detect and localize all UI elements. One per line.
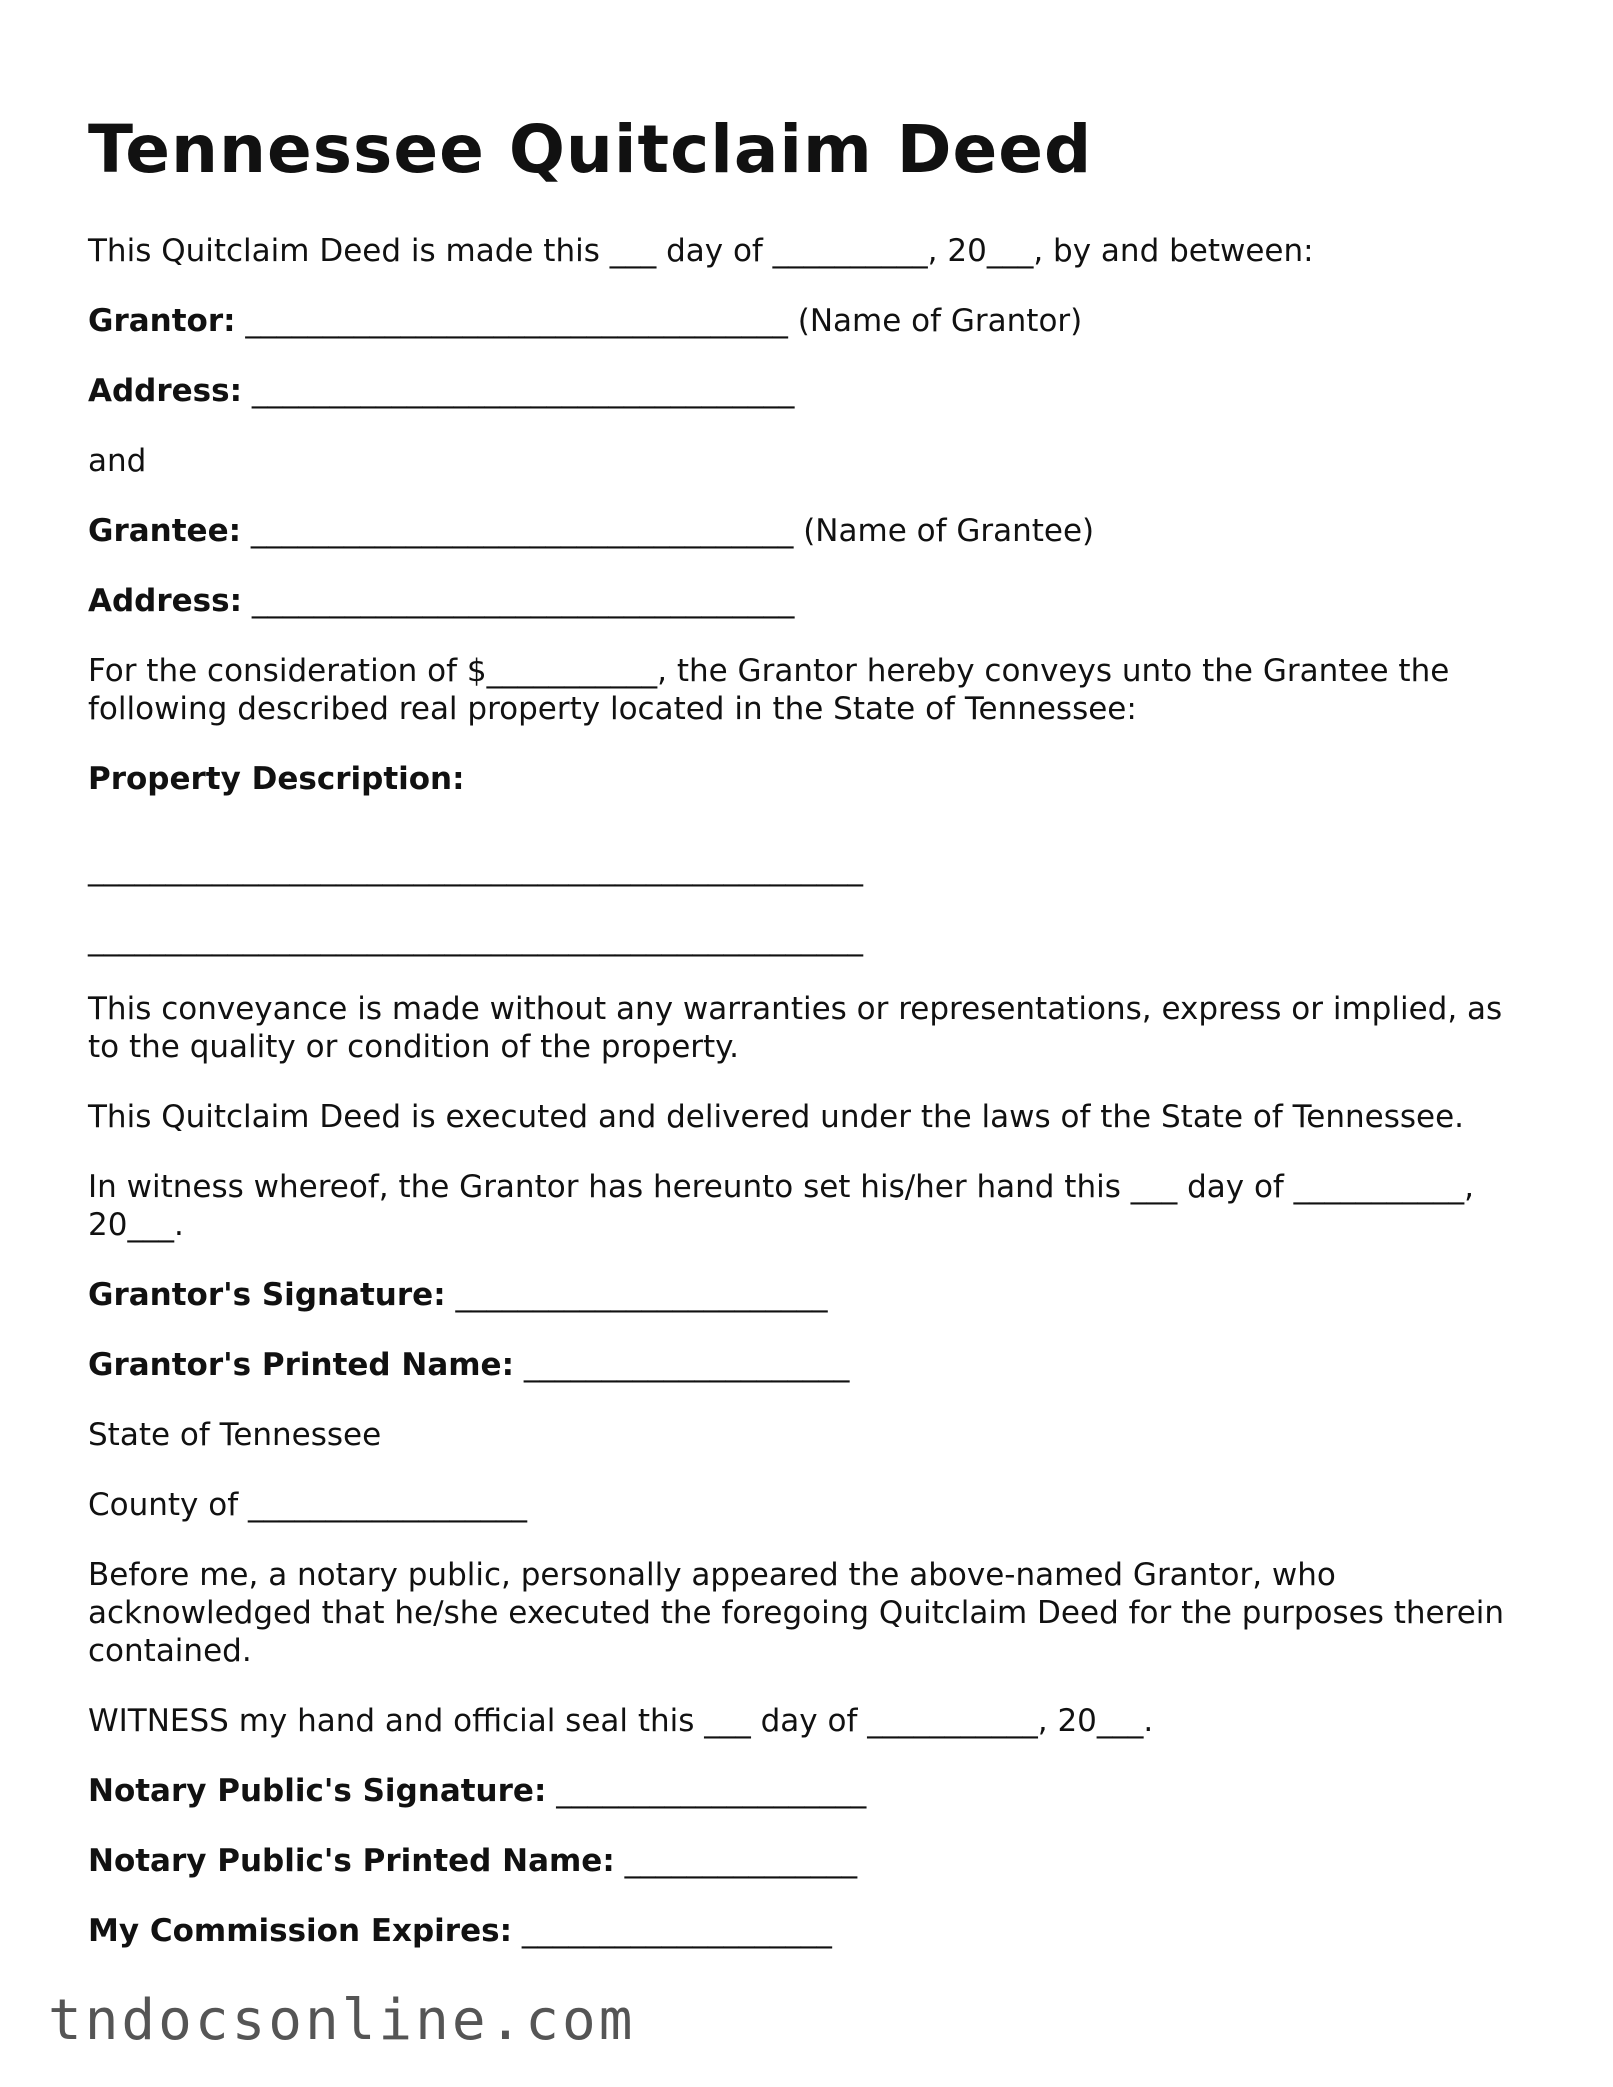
grantor-printed-name-field: _____________________	[523, 1347, 850, 1383]
grantee-address-field: ___________________________________	[251, 583, 795, 619]
notary-signature-label: Notary Public's Signature:	[88, 1773, 547, 1809]
notary-printed-name-label: Notary Public's Printed Name:	[88, 1843, 615, 1879]
commission-expires-field: ____________________	[521, 1913, 832, 1949]
property-description-line-2: __________________________________________________	[88, 921, 863, 957]
consideration-paragraph: For the consideration of $___________, the Grantor hereby conveys unto the Grantee the following described real property located in the State of Tennessee:	[88, 653, 1450, 727]
grantee-row	[88, 512, 1528, 550]
property-description-line-1: __________________________________________________	[88, 851, 863, 887]
grantor-row	[88, 302, 1528, 340]
grantor-printed-name-row	[88, 1346, 1528, 1384]
grantor-address-field: ___________________________________	[251, 373, 795, 409]
and-text: and	[88, 443, 147, 479]
grantor-signature-row	[88, 1276, 1528, 1314]
intro-paragraph: This Quitclaim Deed is made this ___ day of __________, 20___, by and between:	[88, 233, 1314, 269]
property-description-label: Property Description:	[88, 761, 465, 797]
grantee-label: Grantee:	[88, 513, 241, 549]
site-watermark: tndocsonline.com	[48, 1988, 636, 2053]
notary-witness-paragraph: WITNESS my hand and official seal this ___ day of ___________, 20___.	[88, 1703, 1154, 1739]
deed-document	[88, 108, 1528, 1982]
grantor-printed-name-label: Grantor's Printed Name:	[88, 1347, 514, 1383]
notary-acknowledgment-paragraph: Before me, a notary public, personally appeared the above-named Grantor, who acknowledged that he/she executed the foregoing Quitclaim Deed for the purposes therein contained.	[88, 1557, 1505, 1669]
grantor-witness-paragraph: In witness whereof, the Grantor has hereunto set his/her hand this ___ day of ___________, 20___.	[88, 1169, 1475, 1243]
state-line: State of Tennessee	[88, 1417, 382, 1453]
county-line: County of __________________	[88, 1487, 527, 1523]
commission-expires-label: My Commission Expires:	[88, 1913, 512, 1949]
grantor-label: Grantor:	[88, 303, 236, 339]
grantee-address-row	[88, 582, 1528, 620]
governing-law-paragraph: This Quitclaim Deed is executed and delivered under the laws of the State of Tennessee.	[88, 1099, 1465, 1135]
no-warranty-paragraph: This conveyance is made without any warranties or representations, express or implied, as to the quality or condition of the property.	[88, 991, 1503, 1065]
notary-printed-name-row	[88, 1842, 1528, 1880]
document-title: Tennessee Quitclaim Deed	[88, 111, 1093, 188]
grantor-signature-label: Grantor's Signature:	[88, 1277, 446, 1313]
notary-signature-field: ____________________	[556, 1773, 867, 1809]
commission-expires-row	[88, 1912, 1528, 1950]
notary-printed-name-field: _______________	[624, 1843, 858, 1879]
grantor-address-label: Address:	[88, 373, 242, 409]
grantor-field: ___________________________________ (Name of Grantor)	[245, 303, 1083, 339]
notary-signature-row	[88, 1772, 1528, 1810]
grantor-signature-field: ________________________	[455, 1277, 828, 1313]
grantor-address-row	[88, 372, 1528, 410]
grantee-field: ___________________________________ (Name of Grantee)	[250, 513, 1095, 549]
grantee-address-label: Address:	[88, 583, 242, 619]
